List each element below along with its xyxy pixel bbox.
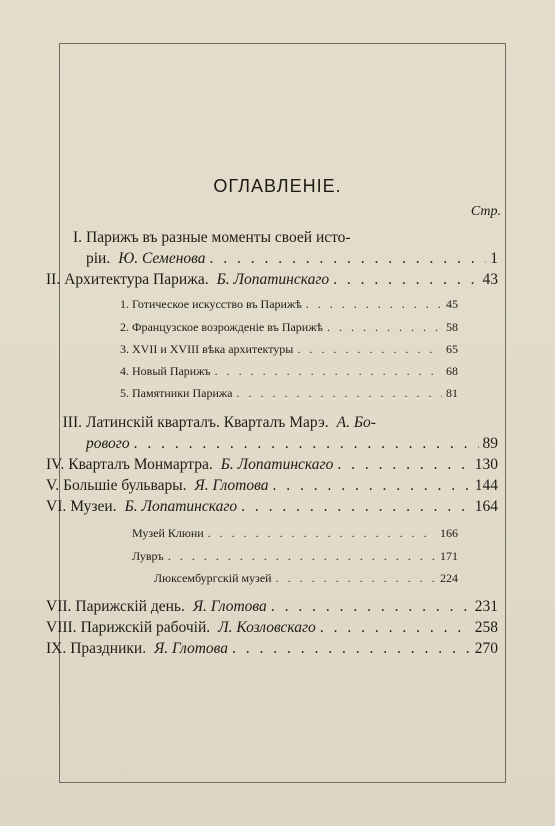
- entry-title: Праздники.: [70, 640, 147, 657]
- page-border: [59, 43, 506, 783]
- entry-title: Парижскій день.: [75, 598, 185, 615]
- entry-author: Я. Глотова: [192, 598, 267, 615]
- toc-entry-7: [46, 598, 498, 616]
- entry-page: 43: [482, 271, 498, 288]
- page-title: ОГЛАВЛЕНІЕ.: [213, 176, 342, 196]
- entry-page: 258: [474, 619, 498, 636]
- leader-dots: [327, 320, 442, 335]
- toc-subentry: [132, 549, 458, 564]
- entry-page: 130: [474, 456, 498, 473]
- toc-entry-4: [46, 456, 498, 474]
- entry-page: 164: [474, 498, 498, 515]
- entry-title: Архитектура Парижа.: [64, 271, 209, 288]
- leader-dots: [134, 435, 479, 453]
- toc-entry-6: [46, 498, 498, 516]
- leader-dots: [271, 598, 471, 616]
- page-column-header: Стр.: [470, 204, 501, 219]
- leader-dots: [215, 364, 442, 379]
- subentry-title: 4. Новый Парижъ: [120, 364, 211, 378]
- leader-dots: [208, 526, 436, 541]
- entry-page: 89: [482, 435, 498, 452]
- entry-author: Я. Глотова: [154, 640, 229, 657]
- toc-entry-1: [72, 229, 498, 247]
- toc-subentry: [132, 526, 458, 541]
- subentry-page: 81: [446, 386, 458, 400]
- leader-dots: [272, 477, 470, 495]
- toc-subentry: [132, 571, 458, 586]
- subentry-page: 171: [440, 549, 458, 563]
- entry-number: III.: [62, 414, 82, 431]
- leader-dots: [337, 456, 470, 474]
- entry-page: 144: [474, 477, 498, 494]
- entry-number: VI.: [46, 498, 67, 515]
- leader-dots: [168, 549, 436, 564]
- subentry-page: 68: [446, 364, 458, 378]
- toc-subentry: [120, 297, 458, 312]
- toc-subentry: [120, 386, 458, 401]
- entry-author: Ю. Семенова: [118, 250, 206, 267]
- leader-dots: [236, 386, 442, 401]
- entry-title: Парижскій рабочій.: [80, 619, 211, 636]
- subentry-title: 2. Французское возрожденіе въ Парижѣ: [120, 320, 324, 334]
- entry-author: Б. Лопатинскаго: [216, 271, 330, 288]
- entry-title: Музеи.: [70, 498, 117, 515]
- entry-page: 231: [474, 598, 498, 615]
- leader-dots: [320, 619, 471, 637]
- entry-page: 270: [474, 640, 498, 657]
- subentry-title: 1. Готическое искусство въ Парижѣ: [120, 297, 302, 311]
- toc-entry-9: [46, 640, 498, 658]
- subentry-page: 65: [446, 342, 458, 356]
- entry-number: II.: [46, 271, 61, 288]
- subentry-title: Музей Клюни: [132, 526, 204, 540]
- subentry-page: 45: [446, 297, 458, 311]
- toc-subentry: [120, 364, 458, 379]
- subentry-title: 5. Памятники Парижа: [120, 386, 233, 400]
- entry-author: Я. Глотова: [194, 477, 269, 494]
- toc-subentry: [120, 342, 458, 357]
- toc-subentry: [120, 320, 458, 335]
- entry-title: Парижъ въ разные моменты своей исто-: [86, 229, 351, 246]
- leader-dots: [232, 640, 471, 658]
- subentry-title: Лувръ: [132, 549, 164, 563]
- entry-author: Б. Лопатинскаго: [220, 456, 334, 473]
- leader-dots: [333, 271, 478, 289]
- entry-author: Л. Козловскаго: [218, 619, 316, 636]
- entry-title: Большіе бульвары.: [63, 477, 187, 494]
- leader-dots: [276, 571, 436, 586]
- entry-author: Б. Лопатинскаго: [124, 498, 238, 515]
- leader-dots: [297, 342, 442, 357]
- entry-title-cont: ріи.: [86, 250, 111, 267]
- entry-number: I.: [72, 229, 82, 246]
- entry-title: Кварталъ Монмартра.: [68, 456, 213, 473]
- toc-entry-5: [46, 477, 498, 495]
- subentry-page: 224: [440, 571, 458, 585]
- entry-author: А. Бо-: [336, 414, 376, 431]
- entry-number: VIII.: [46, 619, 77, 636]
- toc-entry-2: [46, 271, 498, 289]
- toc-entry-1-cont: [82, 250, 498, 268]
- leader-dots: [241, 498, 471, 516]
- subentry-page: 166: [440, 526, 458, 540]
- entry-number: IX.: [46, 640, 67, 657]
- entry-number: IV.: [46, 456, 65, 473]
- subentry-title: Люксембургскій музей: [154, 571, 272, 585]
- subentry-page: 58: [446, 320, 458, 334]
- toc-entry-3: [62, 414, 498, 432]
- entry-page: 1: [490, 250, 498, 267]
- entry-title: Латинскій кварталъ. Кварталъ Марэ.: [86, 414, 329, 431]
- subentry-title: 3. XVII и XVIII вѣка архитектуры: [120, 342, 294, 356]
- entry-number: VII.: [46, 598, 72, 615]
- entry-number: V.: [46, 477, 60, 494]
- leader-dots: [210, 250, 487, 268]
- toc-entry-3-cont: [82, 435, 498, 453]
- leader-dots: [306, 297, 442, 312]
- toc-entry-8: [46, 619, 498, 637]
- entry-author-cont: рового: [86, 435, 130, 452]
